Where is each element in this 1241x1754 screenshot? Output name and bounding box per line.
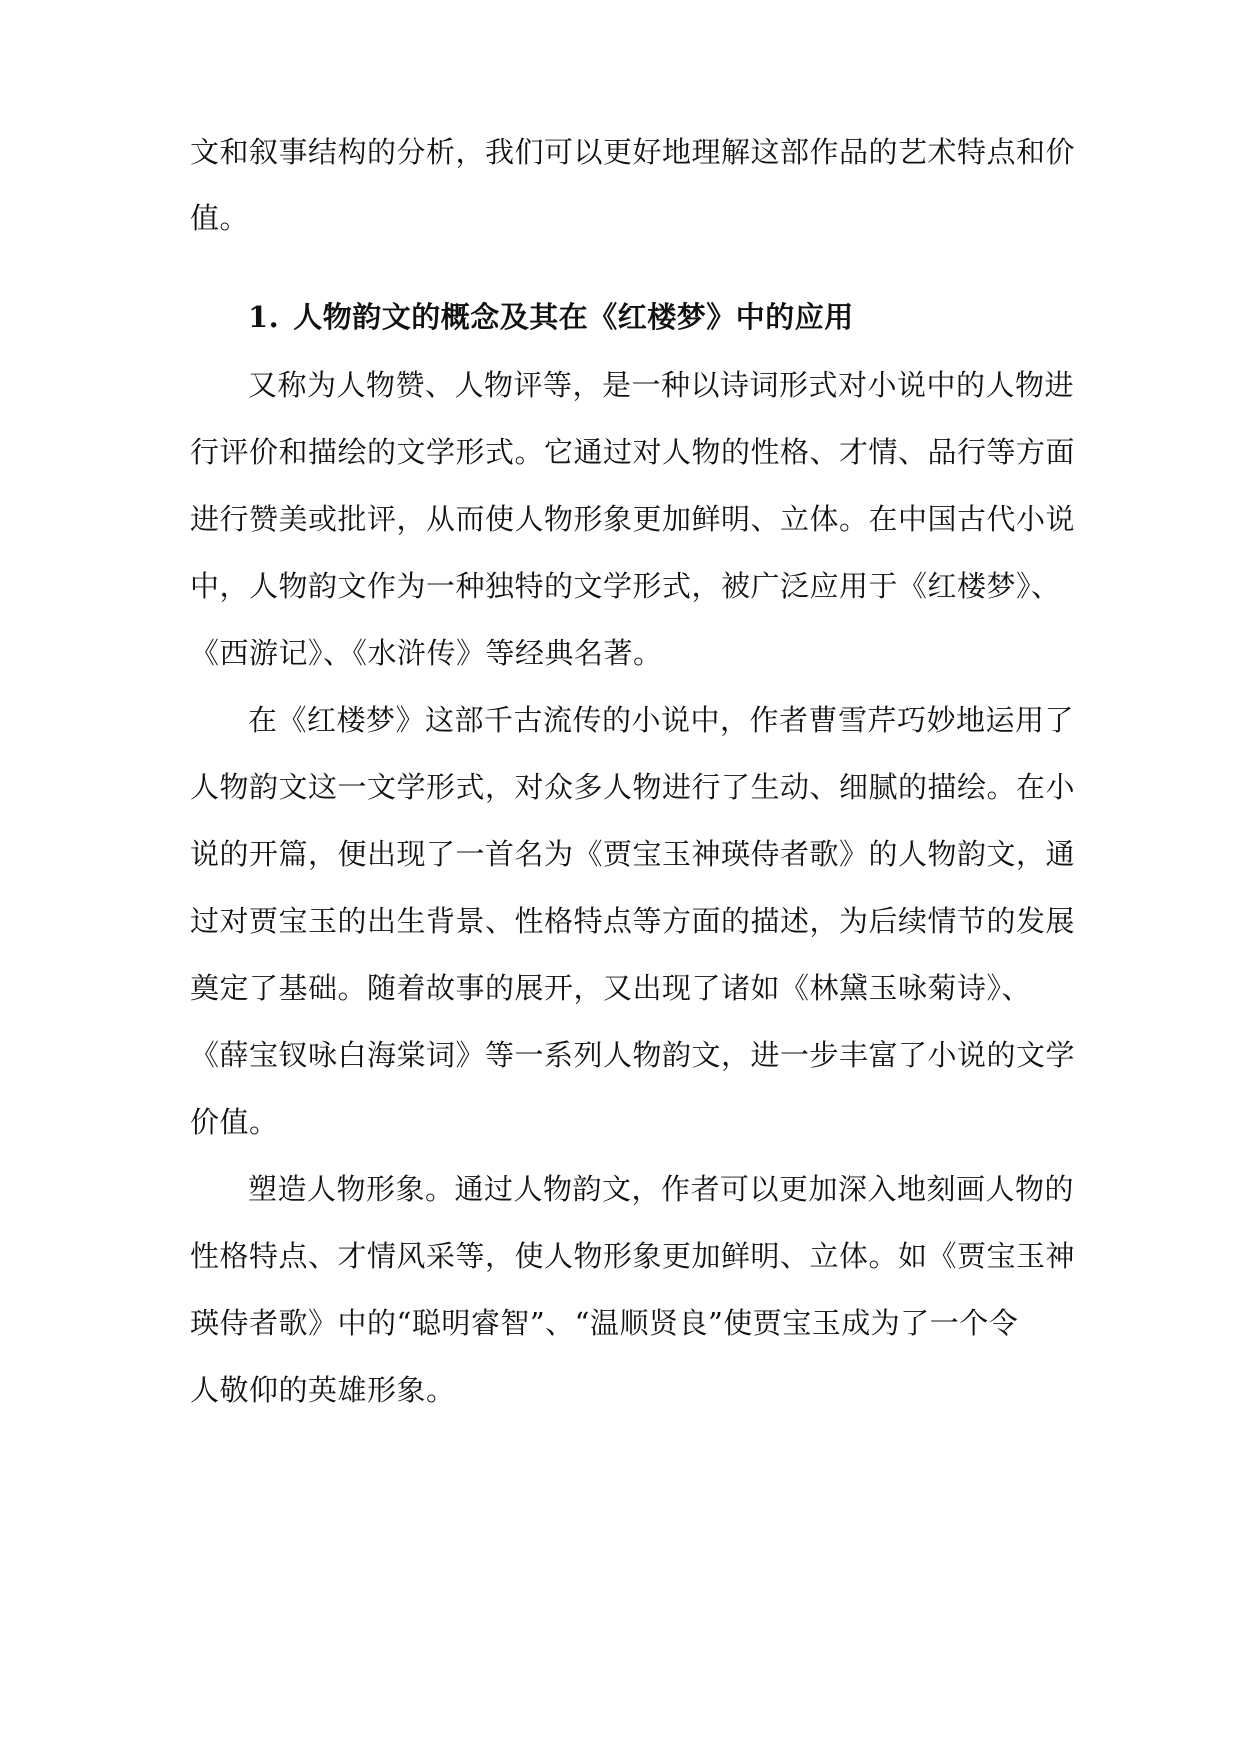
intro-line-1: 文和叙事结构的分析，我们可以更好地理解这部作品的艺术特点和价 — [190, 135, 1076, 169]
paragraph-3-line-1: 塑造人物形象。通过人物韵文，作者可以更加深入地刻画人物的 — [248, 1172, 1075, 1206]
paragraph-1-line-1: 又称为人物赞、人物评等，是一种以诗词形式对小说中的人物进 — [248, 368, 1075, 402]
paragraph-2-line-1: 在《红楼梦》这部千古流传的小说中，作者曹雪芹巧妙地运用了 — [248, 703, 1075, 737]
intro-line-2: 值。 — [190, 201, 250, 235]
paragraph-3-line-3: 瑛侍者歌》中的“聪明睿智”、“温顺贤良”使贾宝玉成为了一个令 — [190, 1306, 1019, 1340]
paragraph-3-line-4: 人敬仰的英雄形象。 — [190, 1373, 456, 1407]
section-heading — [248, 297, 854, 337]
paragraph-2-line-5: 奠定了基础。随着故事的展开，又出现了诸如《林黛玉咏菊诗》、 — [190, 971, 1032, 1005]
section-title: 人物韵文的概念及其在《红楼梦》中的应用 — [293, 300, 854, 334]
paragraph-1-line-4: 中，人物韵文作为一种独特的文学形式，被广泛应用于《红楼梦》、 — [190, 569, 1061, 603]
paragraph-1-line-5: 《西游记》、《水浒传》等经典名著。 — [190, 636, 663, 670]
paragraph-2-line-4: 过对贾宝玉的出生背景、性格特点等方面的描述，为后续情节的发展 — [190, 904, 1076, 938]
paragraph-2-line-7: 价值。 — [190, 1105, 279, 1139]
paragraph-2-line-6: 《薛宝钗咏白海棠词》等一系列人物韵文，进一步丰富了小说的文学 — [190, 1038, 1076, 1072]
section-number: 1. — [248, 300, 280, 334]
paragraph-1-line-3: 进行赞美或批评，从而使人物形象更加鲜明、立体。在中国古代小说 — [190, 502, 1076, 536]
paragraph-3-line-2: 性格特点、才情风采等，使人物形象更加鲜明、立体。如《贾宝玉神 — [190, 1239, 1076, 1273]
paragraph-2-line-2: 人物韵文这一文学形式，对众多人物进行了生动、细腻的描绘。在小 — [190, 770, 1076, 804]
paragraph-2-line-3: 说的开篇，便出现了一首名为《贾宝玉神瑛侍者歌》的人物韵文，通 — [190, 837, 1076, 871]
paragraph-1-line-2: 行评价和描绘的文学形式。它通过对人物的性格、才情、品行等方面 — [190, 435, 1076, 469]
